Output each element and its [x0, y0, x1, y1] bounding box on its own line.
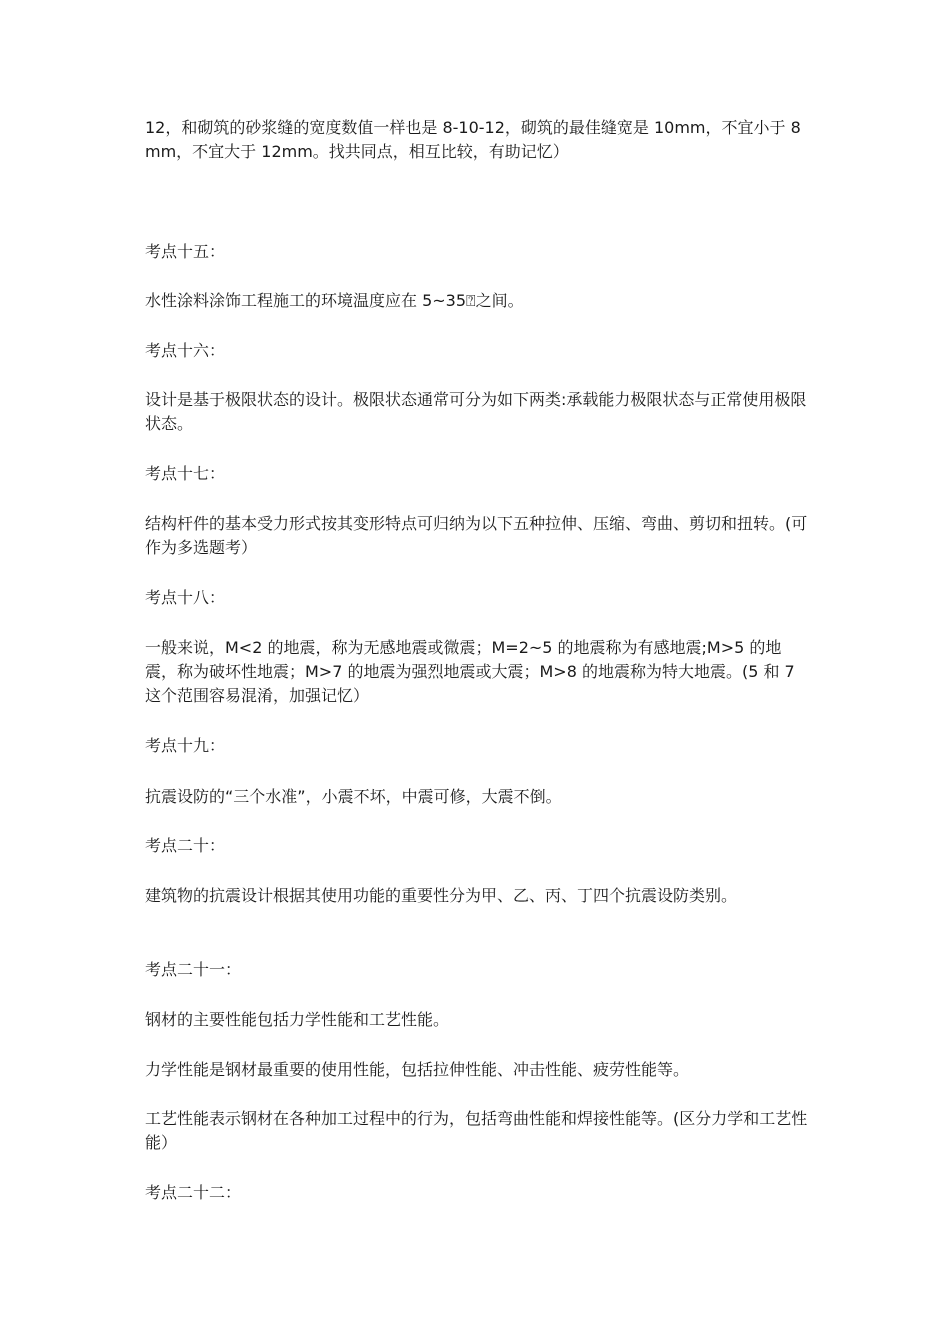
heading-point-15: 考点十五：	[145, 242, 226, 261]
paragraph-mortar-joint: 12，和砌筑的砂浆缝的宽度数值一样也是 8-10-12，砌筑的最佳缝宽是 10mm，不宜小于 8mm，不宜大于 12mm。找共同点，相互比较，有助记忆）	[145, 118, 801, 161]
paragraph-mechanical-properties: 力学性能是钢材最重要的使用性能，包括拉伸性能、冲击性能、疲劳性能等。	[145, 1060, 690, 1079]
heading-point-22: 考点二十二：	[145, 1183, 242, 1202]
paragraph-steel-properties: 钢材的主要性能包括力学性能和工艺性能。	[145, 1010, 450, 1029]
heading-point-20: 考点二十：	[145, 836, 226, 855]
heading-point-17: 考点十七：	[145, 464, 226, 483]
paragraph-earthquake-magnitude: 一般来说，M<2 的地震，称为无感地震或微震；M=2~5 的地震称为有感地震;M>5 的地震，称为破坏性地震；M>7 的地震为强烈地震或大震；M>8 的地震称为特大地震。(5 和 7 这个范围容易混淆，加强记忆）	[145, 638, 795, 705]
heading-point-18: 考点十八：	[145, 588, 226, 607]
heading-point-16: 考点十六：	[145, 341, 226, 360]
heading-point-21: 考点二十一：	[145, 960, 242, 979]
heading-point-19: 考点十九：	[145, 736, 226, 755]
paragraph-three-levels: 抗震设防的“三个水准”，小震不坏，中震可修，大震不倒。	[145, 787, 562, 806]
paragraph-process-properties: 工艺性能表示钢材在各种加工过程中的行为，包括弯曲性能和焊接性能等。(区分力学和工艺性能）	[145, 1109, 808, 1152]
paragraph-limit-state: 设计是基于极限状态的设计。极限状态通常可分为如下两类:承载能力极限状态与正常使用极限状态。	[145, 390, 807, 433]
paragraph-seismic-categories: 建筑物的抗震设计根据其使用功能的重要性分为甲、乙、丙、丁四个抗震设防类别。	[145, 886, 738, 905]
paragraph-force-forms: 结构杆件的基本受力形式按其变形特点可归纳为以下五种拉伸、压缩、弯曲、剪切和扭转。(可作为多选题考）	[145, 514, 808, 557]
paragraph-coating-temperature: 水性涂料涂饰工程施工的环境温度应在 5~35⍰之间。	[145, 291, 524, 310]
